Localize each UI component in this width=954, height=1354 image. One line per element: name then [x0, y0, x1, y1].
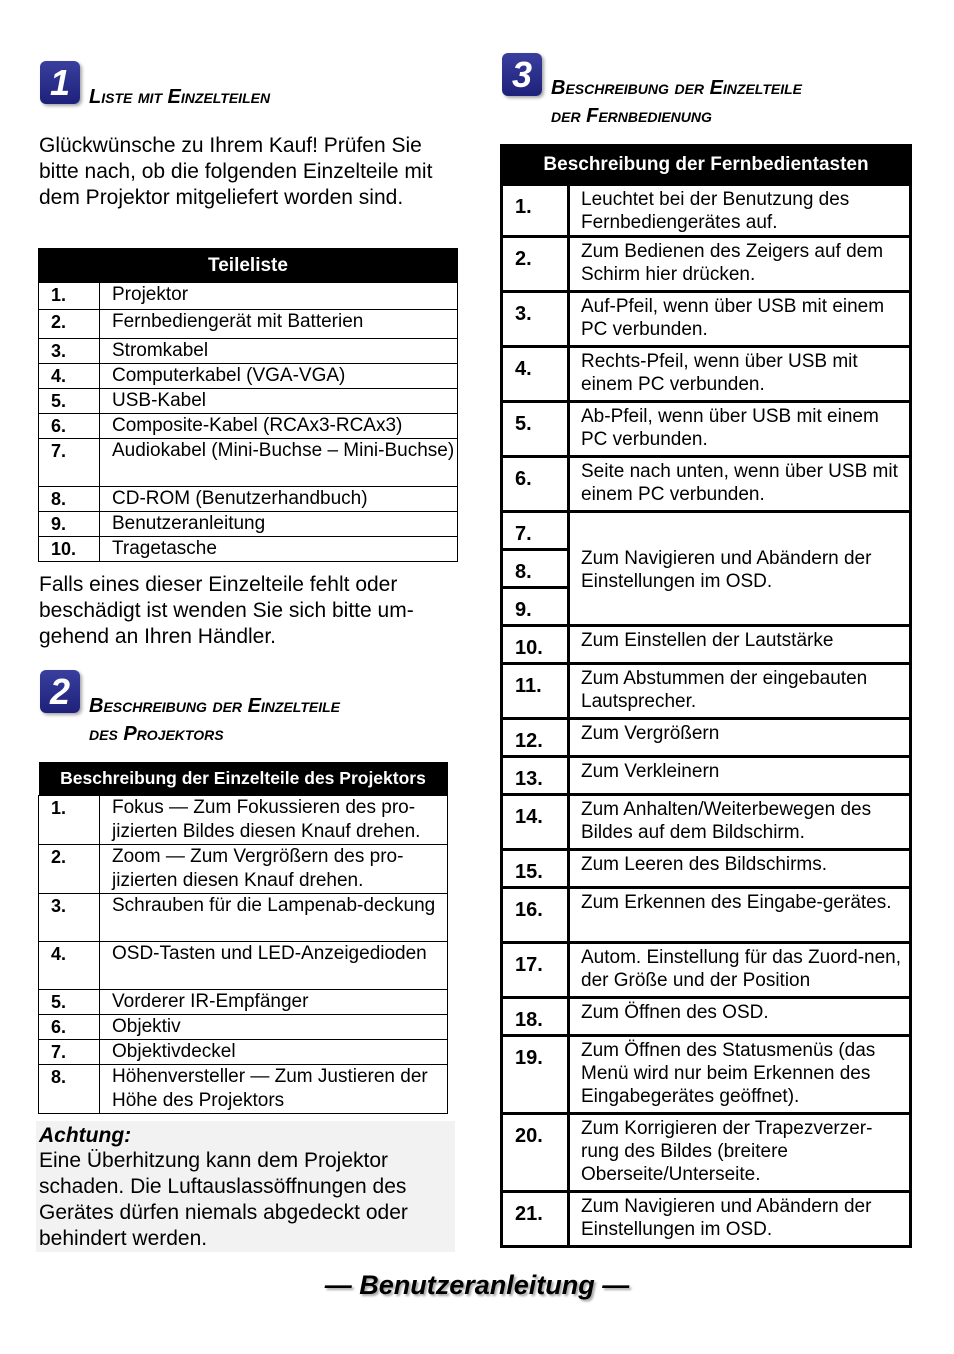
- section-1-intro: Glückwünsche zu Ihrem Kauf! Prüfen Sie bitte nach, ob die folgenden Einzelteile mit dem Projektor mitgeliefert worden sind.: [39, 134, 433, 209]
- row-text: Zum Vergrößern: [569, 719, 911, 757]
- row-text: Zum Öffnen des Statusmenüs (das Menü wird nur beim Erkennen des Eingabegerätes geöffnet).: [569, 1036, 911, 1114]
- row-text: Zoom — Zum Vergrößern des pro-jizierten diesen Knauf drehen.: [100, 845, 448, 894]
- table-row: [39, 1015, 448, 1040]
- row-number: 9.: [502, 588, 569, 626]
- table-row: [502, 1036, 911, 1114]
- row-number: 8.: [39, 487, 100, 512]
- row-text: USB-Kabel: [100, 389, 458, 414]
- section-2-title-line-1: Beschreibung der Einzelteile: [89, 695, 340, 717]
- table-row: [502, 512, 911, 550]
- row-number: 7.: [39, 1040, 100, 1065]
- row-number: 6.: [39, 414, 100, 439]
- row-number: 17.: [502, 943, 569, 998]
- page-footer: — Benutzeranleitung —: [324, 1270, 630, 1300]
- table-row: [502, 795, 911, 850]
- warning-text: Eine Überhitzung kann dem Projektor schaden. Die Luftauslassöffnungen des Gerätes dürfen niemals abgedeckt oder behindert werden.: [39, 1149, 408, 1250]
- row-text: Zum Abstummen der eingebauten Lautsprecher.: [569, 664, 911, 719]
- row-number: 8.: [39, 1065, 100, 1114]
- row-number: 3.: [39, 894, 100, 942]
- row-number: 1.: [39, 796, 100, 845]
- row-text: Zum Leeren des Bildschirms.: [569, 850, 911, 888]
- row-number: 5.: [39, 990, 100, 1015]
- row-number: 4.: [39, 364, 100, 389]
- row-number: 19.: [502, 1036, 569, 1114]
- table-row: [502, 347, 911, 402]
- row-text: CD-ROM (Benutzerhandbuch): [100, 487, 458, 512]
- table-row: [502, 757, 911, 795]
- row-text: Zum Navigieren und Abändern der Einstellungen im OSD.: [569, 512, 911, 626]
- row-number: 14.: [502, 795, 569, 850]
- section-3-title-line-2: der Fernbedienung: [551, 105, 712, 127]
- table-row: [502, 1192, 911, 1247]
- row-text: Höhenversteller — Zum Justieren der Höhe des Projektors: [100, 1065, 448, 1114]
- table-row: [502, 1114, 911, 1192]
- row-number: 20.: [502, 1114, 569, 1192]
- table-row: [39, 283, 458, 310]
- table-row: [502, 185, 911, 237]
- row-number: 1.: [502, 185, 569, 237]
- table-row: [502, 626, 911, 664]
- row-text: Zum Anhalten/Weiterbewegen des Bildes auf dem Bildschirm.: [569, 795, 911, 850]
- table-row: [39, 310, 458, 339]
- table-row: [502, 292, 911, 347]
- row-number: 1.: [39, 283, 100, 310]
- row-number: 3.: [502, 292, 569, 347]
- row-text: Zum Korrigieren der Trapezverzer-rung des Bildes (breitere Oberseite/Unterseite.: [569, 1114, 911, 1192]
- row-text: Composite-Kabel (RCAx3-RCAx3): [100, 414, 458, 439]
- row-number: 11.: [502, 664, 569, 719]
- row-number: 12.: [502, 719, 569, 757]
- section-2-badge: 2: [40, 670, 80, 713]
- table-row: [39, 1065, 448, 1114]
- table-row: [39, 512, 458, 537]
- table-row: [39, 364, 458, 389]
- table-row: [502, 719, 911, 757]
- row-number: 21.: [502, 1192, 569, 1247]
- row-text: Autom. Einstellung für das Zuord-nen, der Größe und der Position: [569, 943, 911, 998]
- section-1-title: Liste mit Einzelteilen: [89, 86, 271, 108]
- row-number: 6.: [39, 1015, 100, 1040]
- row-text: Leuchtet bei der Benutzung des Fernbediengerätes auf.: [569, 185, 911, 237]
- section-1-outro: Falls eines dieser Einzelteile fehlt oder beschädigt ist wenden Sie sich bitte um-gehend an Ihren Händler.: [39, 573, 414, 648]
- row-number: 4.: [502, 347, 569, 402]
- row-text: Zum Öffnen des OSD.: [569, 998, 911, 1036]
- table-row: [39, 942, 448, 990]
- remote-buttons-table: [500, 144, 912, 1248]
- row-number: 2.: [39, 310, 100, 339]
- table-row: [502, 998, 911, 1036]
- section-1-badge: 1: [40, 61, 80, 104]
- table-row: [502, 943, 911, 998]
- projector-parts-table: [38, 762, 448, 1114]
- row-number: 13.: [502, 757, 569, 795]
- remote-buttons-header: Beschreibung der Fernbedientasten: [502, 146, 911, 185]
- row-text: Zum Bedienen des Zeigers auf dem Schirm hier drücken.: [569, 237, 911, 292]
- projector-parts-header: Beschreibung der Einzelteile des Projektors: [39, 762, 448, 796]
- row-number: 5.: [502, 402, 569, 457]
- table-row: [39, 537, 458, 562]
- row-text: Fernbediengerät mit Batterien: [100, 310, 458, 339]
- row-text: OSD-Tasten und LED-Anzeigedioden: [100, 942, 448, 990]
- table-row: [502, 237, 911, 292]
- parts-list-table: [38, 248, 458, 562]
- row-text: Tragetasche: [100, 537, 458, 562]
- row-number: 18.: [502, 998, 569, 1036]
- row-number: 10.: [502, 626, 569, 664]
- section-2-title-line-2: des Projektors: [89, 723, 224, 745]
- row-number: 6.: [502, 457, 569, 512]
- row-text: Audiokabel (Mini-Buchse – Mini-Buchse): [100, 439, 458, 487]
- row-text: Benutzeranleitung: [100, 512, 458, 537]
- row-number: 9.: [39, 512, 100, 537]
- table-row: [39, 1040, 448, 1065]
- table-row: [39, 389, 458, 414]
- row-number: 16.: [502, 888, 569, 943]
- row-text: Objektiv: [100, 1015, 448, 1040]
- section-3-title-line-1: Beschreibung der Einzelteile: [551, 77, 802, 99]
- table-row: [502, 850, 911, 888]
- row-text: Schrauben für die Lampenab-deckung: [100, 894, 448, 942]
- table-row: [39, 845, 448, 894]
- row-text: Auf-Pfeil, wenn über USB mit einem PC verbunden.: [569, 292, 911, 347]
- row-number: 7.: [39, 439, 100, 487]
- row-text: Zum Navigieren und Abändern der Einstellungen im OSD.: [569, 1192, 911, 1247]
- row-text: Zum Einstellen der Lautstärke: [569, 626, 911, 664]
- row-text: Seite nach unten, wenn über USB mit einem PC verbunden.: [569, 457, 911, 512]
- table-row: [502, 457, 911, 512]
- section-3-badge: 3: [502, 53, 542, 96]
- row-text: Objektivdeckel: [100, 1040, 448, 1065]
- row-number: 7.: [502, 512, 569, 550]
- row-number: 5.: [39, 389, 100, 414]
- row-number: 8.: [502, 550, 569, 588]
- row-number: 3.: [39, 339, 100, 364]
- row-number: 2.: [502, 237, 569, 292]
- table-row: [39, 894, 448, 942]
- warning-box: [36, 1121, 455, 1252]
- table-row: [39, 796, 448, 845]
- row-number: 2.: [39, 845, 100, 894]
- row-number: 10.: [39, 537, 100, 562]
- row-text: Zum Verkleinern: [569, 757, 911, 795]
- table-row: [502, 888, 911, 943]
- row-text: Stromkabel: [100, 339, 458, 364]
- row-text: Ab-Pfeil, wenn über USB mit einem PC verbunden.: [569, 402, 911, 457]
- row-text: Fokus — Zum Fokussieren des pro-jizierten Bildes diesen Knauf drehen.: [100, 796, 448, 845]
- warning-title: Achtung:: [39, 1124, 132, 1147]
- table-row: [502, 402, 911, 457]
- row-number: 15.: [502, 850, 569, 888]
- row-text: Computerkabel (VGA-VGA): [100, 364, 458, 389]
- table-row: [39, 414, 458, 439]
- row-text: Vorderer IR-Empfänger: [100, 990, 448, 1015]
- table-row: [502, 664, 911, 719]
- parts-list-header: Teileliste: [39, 249, 458, 283]
- table-row: [39, 487, 458, 512]
- table-row: [39, 439, 458, 487]
- row-text: Projektor: [100, 283, 458, 310]
- row-text: Zum Erkennen des Eingabe-gerätes.: [569, 888, 911, 943]
- row-number: 4.: [39, 942, 100, 990]
- row-text: Rechts-Pfeil, wenn über USB mit einem PC verbunden.: [569, 347, 911, 402]
- table-row: [39, 339, 458, 364]
- table-row: [39, 990, 448, 1015]
